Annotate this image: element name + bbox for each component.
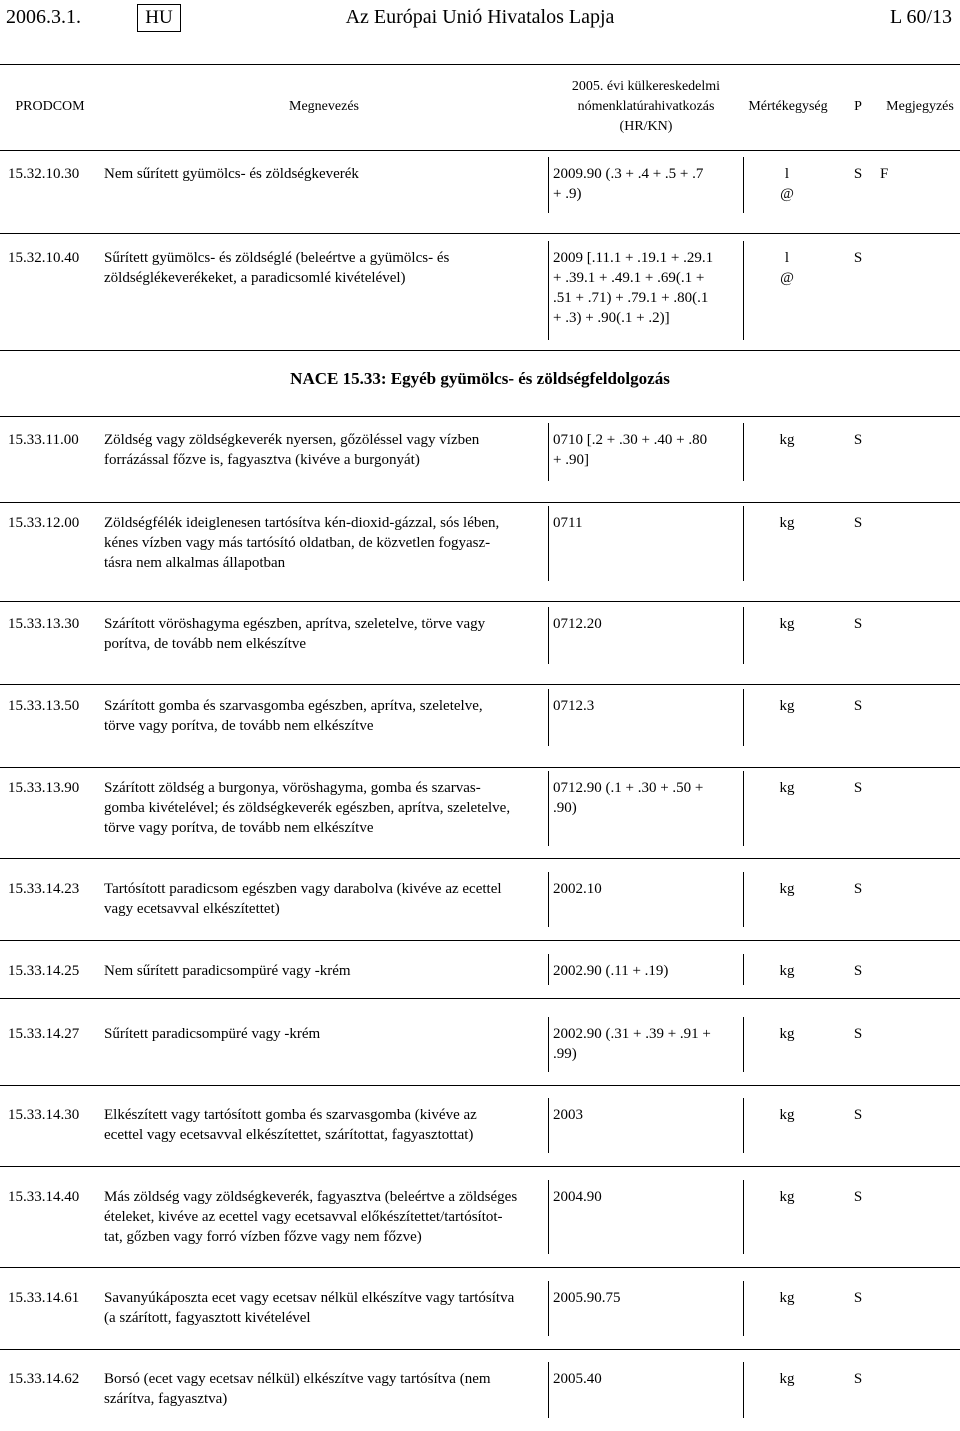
- row-description-line: Zöldség vagy zöldségkeverék nyersen, gőzöléssel vagy vízben: [104, 432, 480, 448]
- row-description-line: forrázással főzve is, fagyasztva (kivéve a burgonyát): [104, 452, 420, 468]
- column-divider: [743, 607, 744, 664]
- column-divider: [548, 872, 549, 927]
- page-header: [0, 0, 960, 40]
- row-description-line: vagy ecetsavval elkészítettet): [104, 901, 280, 917]
- row-cn-code-line: 2002.90 (.31 + .39 + .91 +: [553, 1026, 711, 1042]
- row-cn-code-line: + .9): [553, 186, 582, 202]
- row-rule: [0, 684, 960, 685]
- row-cn-code-line: 0712.90 (.1 + .30 + .50 +: [553, 780, 704, 796]
- row-unit: kg: [779, 1189, 795, 1205]
- row-p: S: [853, 1371, 863, 1387]
- row-description-line: Nem sűrített paradicsompüré vagy -krém: [104, 963, 351, 979]
- row-unit: @: [780, 270, 794, 286]
- column-divider: [548, 1180, 549, 1254]
- row-description-line: Zöldségfélék ideiglenesen tartósítva kén-dioxid-gázzal, sós lében,: [104, 515, 500, 531]
- column-divider: [548, 423, 549, 481]
- row-cn-code-line: .99): [553, 1046, 577, 1062]
- row-cn-code-line: + .3) + .90(.1 + .2)]: [553, 310, 670, 326]
- row-description-line: tat, gőzben vagy forró vízben főzve vagy nem főzve): [104, 1229, 422, 1245]
- row-cn-code-line: 2002.90 (.11 + .19): [553, 963, 669, 979]
- row-description-line: Savanyúkáposzta ecet vagy ecetsav nélkül elkészítve vagy tartósítva: [104, 1290, 515, 1306]
- row-description-line: Szárított vöröshagyma egészben, aprítva, szeletelve, törve vagy: [104, 616, 486, 632]
- row-p: S: [853, 1290, 863, 1306]
- column-divider: [743, 1098, 744, 1153]
- row-description-line: Elkészített vagy tartósított gomba és szarvasgomba (kivéve az: [104, 1107, 477, 1123]
- row-unit: kg: [779, 432, 795, 448]
- row-description-line: törve vagy porítva, de tovább nem elkészítve: [104, 718, 374, 734]
- language-badge: HU: [137, 4, 181, 32]
- row-code: 15.33.14.40: [8, 1189, 80, 1205]
- column-header-note: Megjegyzés: [886, 99, 954, 114]
- column-header-prodcom: PRODCOM: [15, 99, 85, 114]
- row-p: S: [853, 250, 863, 266]
- row-rule: [0, 1349, 960, 1350]
- row-p: S: [853, 432, 863, 448]
- column-divider: [743, 1017, 744, 1072]
- column-header-cn-line3: (HR/KN): [619, 119, 673, 134]
- row-cn-code-line: 0712.20: [553, 616, 602, 632]
- row-p: S: [853, 1026, 863, 1042]
- column-divider: [743, 1180, 744, 1254]
- row-cn-code-line: 2005.90.75: [553, 1290, 621, 1306]
- row-unit: @: [780, 186, 794, 202]
- row-rule: [0, 858, 960, 859]
- row-rule: [0, 502, 960, 503]
- row-description-line: Sűrített paradicsompüré vagy -krém: [104, 1026, 321, 1042]
- publication-date: 2006.3.1.: [6, 6, 81, 28]
- column-header-p: P: [854, 99, 862, 114]
- row-cn-code-line: .90): [553, 800, 577, 816]
- row-cn-code-line: 0710 [.2 + .30 + .40 + .80: [553, 432, 708, 448]
- row-cn-code-line: 2005.40: [553, 1371, 602, 1387]
- column-divider: [548, 506, 549, 581]
- section-rule: [0, 350, 960, 351]
- row-code: 15.33.14.61: [8, 1290, 80, 1306]
- column-divider: [743, 423, 744, 481]
- row-cn-code-line: 2009 [.11.1 + .19.1 + .29.1: [553, 250, 714, 266]
- row-p: S: [853, 780, 863, 796]
- row-cn-code-line: 2009.90 (.3 + .4 + .5 + .7: [553, 166, 704, 182]
- column-divider: [743, 771, 744, 846]
- row-code: 15.33.13.90: [8, 780, 80, 796]
- row-description-line: törve vagy porítva, de tovább nem elkészítve: [104, 820, 374, 836]
- column-divider: [548, 771, 549, 846]
- row-description-line: Más zöldség vagy zöldségkeverék, fagyasztva (beleértve a zöldséges: [104, 1189, 518, 1205]
- column-divider: [743, 954, 744, 985]
- row-unit: kg: [779, 963, 795, 979]
- row-rule: [0, 1166, 960, 1167]
- row-description-line: Szárított zöldség a burgonya, vöröshagyma, gomba és szarvas-: [104, 780, 481, 796]
- column-header-cn-line2: nómenklatúrahivatkozás: [577, 99, 715, 114]
- row-cn-code-line: 0711: [553, 515, 583, 531]
- row-cn-code-line: + .90]: [553, 452, 589, 468]
- column-divider: [548, 689, 549, 746]
- row-unit: kg: [779, 1026, 795, 1042]
- row-rule: [0, 233, 960, 234]
- row-description-line: tásra nem alkalmas állapotban: [104, 555, 286, 571]
- row-code: 15.33.11.00: [8, 432, 79, 448]
- row-code: 15.33.14.25: [8, 963, 80, 979]
- column-divider: [743, 241, 744, 340]
- column-header-cn-line1: 2005. évi külkereskedelmi: [571, 79, 721, 94]
- row-rule: [0, 767, 960, 768]
- row-p: S: [853, 1107, 863, 1123]
- row-unit: kg: [779, 515, 795, 531]
- nace-bottom-rule: [0, 416, 960, 417]
- row-description-line: Tartósított paradicsom egészben vagy darabolva (kivéve az ecettel: [104, 881, 502, 897]
- row-unit: kg: [779, 1371, 795, 1387]
- column-divider: [548, 1098, 549, 1153]
- row-p: S: [853, 166, 863, 182]
- row-rule: [0, 1267, 960, 1268]
- column-divider: [548, 607, 549, 664]
- nace-heading: NACE 15.33: Egyéb gyümölcs- és zöldségfeldolgozás: [290, 369, 670, 388]
- row-unit: kg: [779, 1290, 795, 1306]
- row-cn-code-line: 2002.10: [553, 881, 602, 897]
- row-unit: kg: [779, 1107, 795, 1123]
- column-divider: [548, 1017, 549, 1072]
- column-divider: [548, 241, 549, 340]
- row-note: F: [880, 166, 889, 182]
- row-description-line: Borsó (ecet vagy ecetsav nélkül) elkészítve vagy tartósítva (nem: [104, 1371, 491, 1387]
- row-description-line: szárítva, fagyasztva): [104, 1391, 228, 1407]
- column-divider: [743, 1281, 744, 1336]
- row-description-line: zöldséglékeverékeket, a paradicsomlé kivételével): [104, 270, 406, 286]
- row-description-line: Nem sűrített gyümölcs- és zöldségkeverék: [104, 166, 359, 182]
- table-top-rule: [0, 64, 960, 65]
- row-description-line: ételeket, kivéve az ecettel vagy ecetsavval előkészítettet/tartósítot-: [104, 1209, 503, 1225]
- row-p: S: [853, 963, 863, 979]
- column-divider: [743, 506, 744, 581]
- row-unit: kg: [779, 780, 795, 796]
- row-description-line: Szárított gomba és szarvasgomba egészben, aprítva, szeletelve,: [104, 698, 483, 714]
- row-code: 15.32.10.30: [8, 166, 80, 182]
- row-rule: [0, 940, 960, 941]
- row-description-line: Sűrített gyümölcs- és zöldséglé (beleértve a gyümölcs- és: [104, 250, 450, 266]
- row-code: 15.33.14.23: [8, 881, 80, 897]
- row-description-line: gomba kivételével; és zöldségkeverék egészben, aprítva, szeletelve,: [104, 800, 511, 816]
- row-p: S: [853, 698, 863, 714]
- row-cn-code-line: + .39.1 + .49.1 + .69(.1 +: [553, 270, 705, 286]
- row-description-line: (a szárított, fagyasztott kivételével: [104, 1310, 311, 1326]
- row-unit: l: [784, 250, 790, 266]
- row-cn-code-line: 2004.90: [553, 1189, 602, 1205]
- row-rule: [0, 998, 960, 999]
- row-cn-code-line: .51 + .71) + .79.1 + .80(.1: [553, 290, 709, 306]
- header-bottom-rule: [0, 150, 960, 151]
- row-description-line: porítva, de tovább nem elkészítve: [104, 636, 307, 652]
- publication-title: Az Európai Unió Hivatalos Lapja: [345, 6, 615, 28]
- column-divider: [548, 1281, 549, 1336]
- row-code: 15.33.14.30: [8, 1107, 80, 1123]
- row-code: 15.32.10.40: [8, 250, 80, 266]
- row-rule: [0, 601, 960, 602]
- row-cn-code-line: 0712.3: [553, 698, 595, 714]
- row-unit: kg: [779, 698, 795, 714]
- row-code: 15.33.13.50: [8, 698, 80, 714]
- column-divider: [743, 689, 744, 746]
- row-unit: l: [784, 166, 790, 182]
- page-number: L 60/13: [889, 6, 952, 28]
- row-code: 15.33.12.00: [8, 515, 80, 531]
- column-divider: [743, 157, 744, 213]
- row-description-line: ecettel vagy ecetsavval elkészítettet, szárítottat, fagyasztottat): [104, 1127, 474, 1143]
- row-rule: [0, 1085, 960, 1086]
- row-p: S: [853, 616, 863, 632]
- column-header-unit: Mértékegység: [748, 99, 828, 114]
- row-cn-code-line: 2003: [553, 1107, 583, 1123]
- row-p: S: [853, 1189, 863, 1205]
- column-divider: [743, 1362, 744, 1418]
- column-divider: [548, 954, 549, 985]
- row-p: S: [853, 881, 863, 897]
- row-p: S: [853, 515, 863, 531]
- column-divider: [743, 872, 744, 927]
- row-code: 15.33.14.62: [8, 1371, 80, 1387]
- row-code: 15.33.13.30: [8, 616, 80, 632]
- column-header-description: Megnevezés: [289, 99, 359, 114]
- row-description-line: kénes vízben vagy más tartósító oldatban, de közvetlen fogyasz-: [104, 535, 491, 551]
- row-unit: kg: [779, 616, 795, 632]
- row-code: 15.33.14.27: [8, 1026, 80, 1042]
- column-divider: [548, 1362, 549, 1418]
- column-divider: [548, 157, 549, 213]
- row-unit: kg: [779, 881, 795, 897]
